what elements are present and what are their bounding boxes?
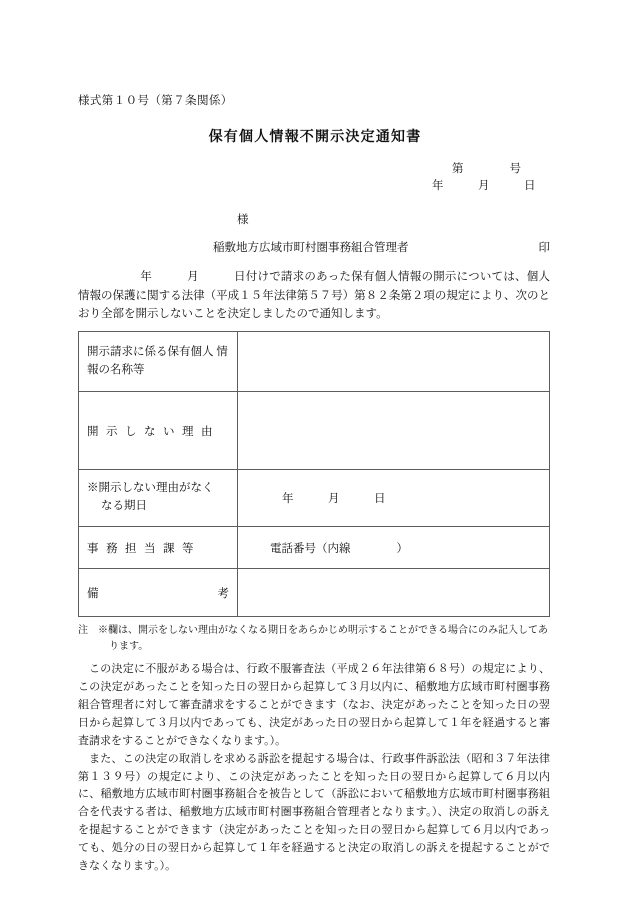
row-label-line1: 開示請求に係る保有個人 [87,345,214,358]
row-label-text: 事務担当課等 [87,542,201,555]
row-label-line1: ※開示しない理由がなく [87,482,214,495]
table-row [79,569,550,617]
appeal-instructions [78,661,550,876]
table-row [79,392,550,470]
addressee-honorific: 様 [237,214,249,226]
expiry-date-blanks: 年 月 日 [282,493,386,505]
remarks-char-2: 考 [217,587,229,600]
extension-label: （内線 ） [316,542,408,555]
issuer-row [213,239,550,255]
remarks-char-1: 備 [87,587,99,600]
row-label-responsible-section [79,527,238,569]
row-label-remarks [79,569,238,617]
row-value-nondisclosure-reason[interactable] [238,392,550,470]
document-number-field: 第 号 [452,163,521,175]
document-date-field: 年 月 日 [432,180,536,192]
row-label-reason-expiry-date [79,470,238,527]
table-row [79,470,550,527]
table-row [79,527,550,569]
row-label-remarks-text [87,585,229,601]
issuer-name: 稲敷地方広域市町村圏事務組合管理者 [213,242,409,254]
footnote-body [78,623,550,654]
row-value-responsible-section[interactable] [238,527,550,569]
page-title: 保有個人情報不開示決定通知書 [208,130,422,145]
seal-mark: 印 [538,242,550,254]
footnote-marker: 注 [78,625,88,636]
table-row [79,332,550,392]
row-label-text: 開示しない理由 [87,425,220,438]
decision-detail-table [78,331,550,617]
telephone-label: 電話番号 [270,542,316,555]
body-paragraph-text: 年 月 日付けで請求のあった保有個人情報の開示については、個人情報の保護に関する法律（平成１５年法律第５７号）第８２条第２項の規定により、次のとおり全部を開示しないことを決定しましたので通知します。 [78,271,550,321]
appeal-paragraph-1: この決定に不服がある場合は、行政不服審査法（平成２６年法律第６８号）の規定により、この決定があったことを知った日の翌日から起算して３月以内に、稲敷地方広域市町村圏事務組合管理者に対して審査請求をすることができます（なお、決定があったことを知った日の翌日から起算して３月以内であっても、決定があった日の翌日から起算して１年を経過すると審査請求をすることができなくなります。）。 [78,663,550,747]
row-label-line2: 情報の名称等 [87,345,228,376]
row-value-requested-info[interactable] [238,332,550,392]
appeal-paragraph-2: また、この決定の取消しを求める訴訟を提起する場合は、行政事件訴訟法（昭和３７年法律第１３９号）の規定により、この決定があったことを知った日の翌日から起算して６月以内に、稲敷地方広域市町村圏事務組合を被告として（訴訟において稲敷地方広域市町村圏事務組合を代表する者は、稲敷地方広域市町村圏事務組合管理者となります。）、決定の取消しの訴えを提起することができます（決定があったことを知った日の翌日から起算して６月以内であっても、処分の日の翌日から起算して１年を経過すると決定の取消しの訴えを提起することができなくなります。）。 [78,752,550,873]
row-label-nondisclosure-reason [79,392,238,470]
row-value-remarks[interactable] [238,569,550,617]
row-label-requested-info [79,332,238,392]
body-paragraph [78,268,550,324]
row-label-line2: なる期日 [101,500,147,512]
form-number: 様式第１０号（第７条関係） [78,95,233,107]
footnote-text: ※欄は、開示をしない理由がなくなる期日をあらかじめ明示することができる場合にのみ記入してあります。 [98,625,548,652]
table-footnote [78,623,550,654]
row-value-reason-expiry-date[interactable] [238,470,550,527]
